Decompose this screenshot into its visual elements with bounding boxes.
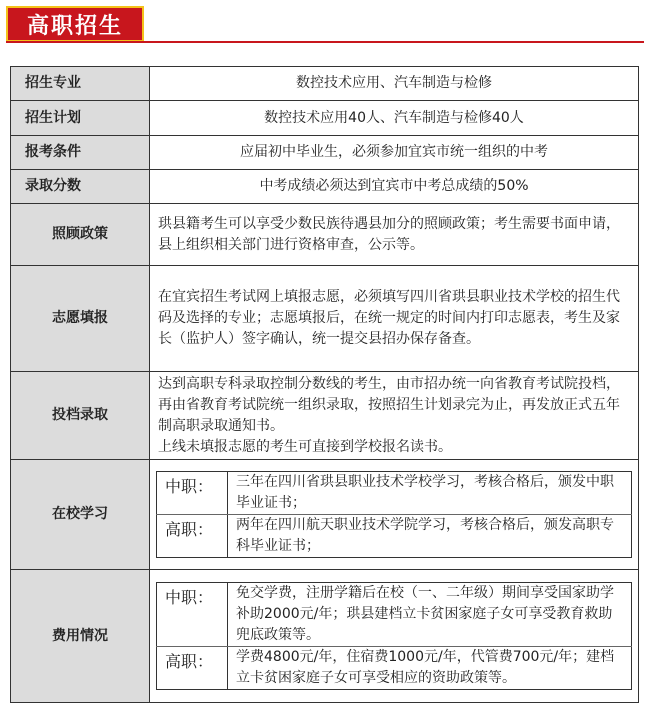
row-label-score: 录取分数 — [11, 170, 150, 204]
fees-sublabel-zhongzhi: 中职： — [157, 583, 228, 647]
list-item — [157, 472, 632, 515]
table-row — [11, 204, 639, 266]
fees-text-gaozhi: 学费4800元/年，住宿费1000元/年，代管费700元/年；建档立卡贫困家庭子女可享受相应的资助政策等。 — [228, 647, 632, 690]
row-value-fees — [150, 570, 639, 703]
header-bar — [0, 0, 650, 42]
fees-sub-table — [156, 582, 632, 690]
row-value-majors: 数控技术应用、汽车制造与检修 — [150, 67, 639, 101]
fees-text-zhongzhi: 免交学费，注册学籍后在校（一、二年级）期间享受国家助学补助2000元/年；珙县建档立卡贫困家庭子女可享受教育救助兜底政策等。 — [228, 583, 632, 647]
study-sublabel-gaozhi: 高职： — [157, 515, 228, 558]
study-sublabel-zhongzhi: 中职： — [157, 472, 228, 515]
page-title: 高职招生 — [6, 6, 144, 42]
admission-note: 上线未填报志愿的考生可直接到学校报名读书。 — [158, 438, 452, 455]
row-label-plan: 招生计划 — [11, 101, 150, 136]
table-row — [11, 570, 639, 703]
title-underline — [6, 41, 644, 43]
list-item — [157, 647, 632, 690]
row-label-policy: 照顾政策 — [11, 204, 150, 266]
table-row — [11, 460, 639, 570]
row-label-requirements: 报考条件 — [11, 136, 150, 170]
row-label-admission-text: 投档录取 — [52, 407, 108, 423]
list-item — [157, 583, 632, 647]
row-value-requirements: 应届初中毕业生，必须参加宜宾市统一组织的中考 — [150, 136, 639, 170]
table-row — [11, 67, 639, 101]
row-label-study: 在校学习 — [11, 460, 150, 570]
row-value-admission — [150, 372, 639, 460]
study-text-gaozhi: 两年在四川航天职业技术学院学习，考核合格后，颁发高职专科毕业证书； — [228, 515, 632, 558]
table-row — [11, 372, 639, 460]
fees-sublabel-gaozhi: 高职： — [157, 647, 228, 690]
study-sub-table — [156, 471, 632, 558]
row-value-score: 中考成绩必须达到宜宾市中考总成绩的50% — [150, 170, 639, 204]
list-item — [157, 515, 632, 558]
table-row — [11, 101, 639, 136]
row-value-study — [150, 460, 639, 570]
row-value-application: 在宜宾招生考试网上填报志愿，必须填写四川省珙县职业技术学校的招生代码及选择的专业；志愿填报后，在统一规定的时间内打印志愿表，考生及家长（监护人）签字确认，统一提交县招办保存备查。 — [150, 266, 639, 372]
row-label-fees: 费用情况 — [11, 570, 150, 703]
admission-info-table — [10, 66, 639, 703]
study-text-zhongzhi: 三年在四川省珙县职业技术学校学习，考核合格后，颁发中职毕业证书； — [228, 472, 632, 515]
row-value-policy: 珙县籍考生可以享受少数民族待遇县加分的照顾政策；考生需要书面申请，县上组织相关部门进行资格审查，公示等。 — [150, 204, 639, 266]
table-row — [11, 266, 639, 372]
row-label-majors: 招生专业 — [11, 67, 150, 101]
admission-text: 达到高职专科录取控制分数线的考生，由市招办统一向省教育考试院投档，再由省教育考试院统一组织录取，按照招生计划录完为止，再发放正式五年制高职录取通知书。 — [158, 375, 620, 434]
row-label-application: 志愿填报 — [11, 266, 150, 372]
row-value-plan: 数控技术应用40人、汽车制造与检修40人 — [150, 101, 639, 136]
row-label-admission — [11, 372, 150, 460]
table-row — [11, 136, 639, 170]
table-row — [11, 170, 639, 204]
